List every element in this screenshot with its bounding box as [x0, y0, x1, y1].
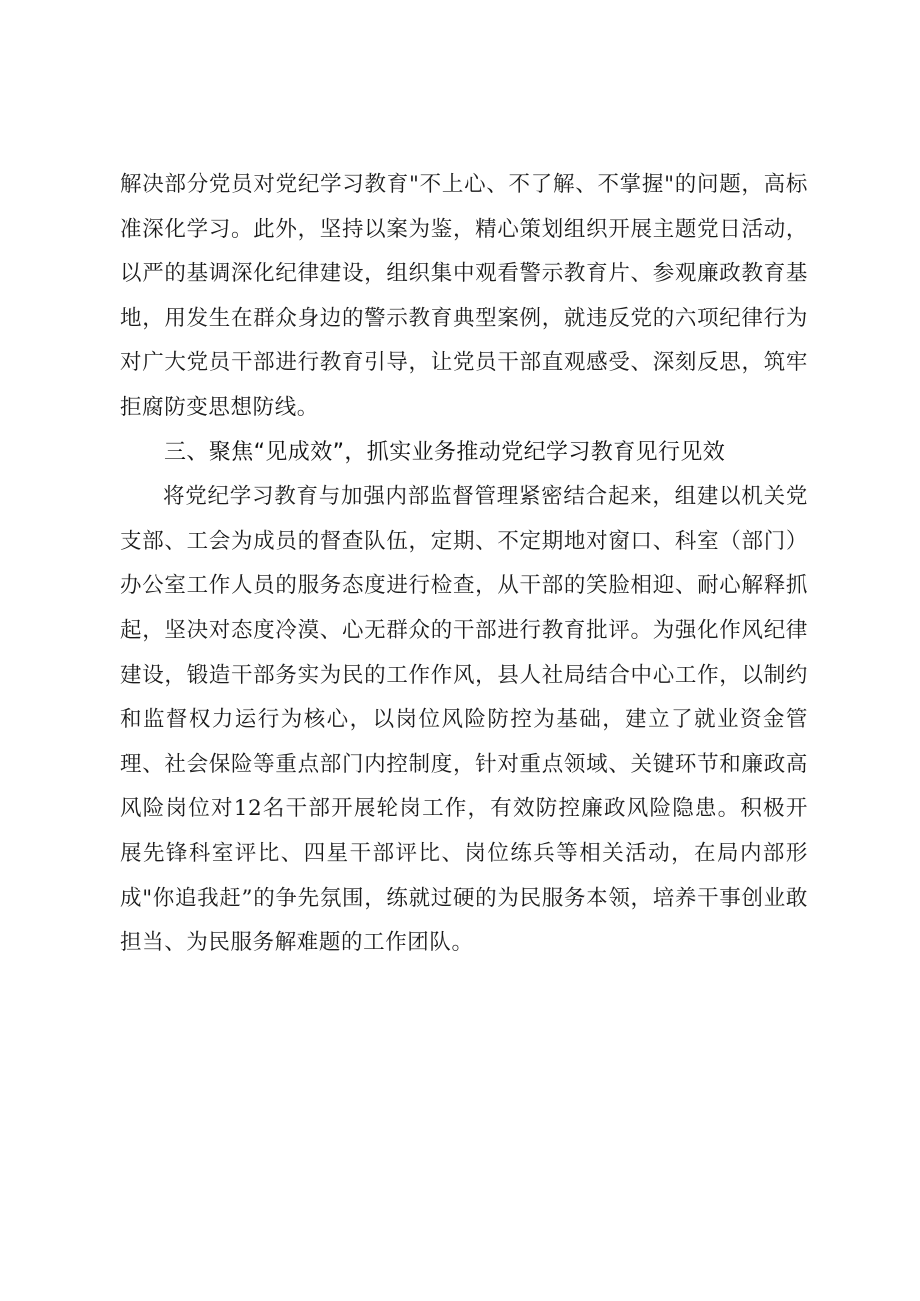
document-body	[120, 163, 808, 966]
body-paragraph: 将党纪学习教育与加强内部监督管理紧密结合起来，组建以机关党支部、工会为成员的督查队伍，定期、不定期地对窗口、科室（部门）办公室工作人员的服务态度进行检查，从干部的笑脸相迎、耐心解释抓起，坚决对态度冷漠、心无群众的干部进行教育批评。为强化作风纪律建设，锻造干部务实为民的工作作风，县人社局结合中心工作，以制约和监督权力运行为核心，以岗位风险防控为基础，建立了就业资金管理、社会保险等重点部门内控制度，针对重点领域、关键环节和廉政高风险岗位对12名干部开展轮岗工作，有效防控廉政风险隐患。积极开展先锋科室评比、四星干部评比、岗位练兵等相关活动，在局内部形成"你追我赶”的争先氛围，练就过硬的为民服务本领，培养干事创业敢担当、为民服务解难题的工作团队。	[120, 484, 808, 956]
section-heading-3: 三、聚焦“见成效”，抓实业务推动党纪学习教育见行见效	[164, 439, 726, 465]
body-paragraph-continuation: 解决部分党员对党纪学习教育"不上心、不了解、不掌握"的问题，高标准深化学习。此外，坚持以案为鉴，精心策划组织开展主题党日活动，以严的基调深化纪律建设，组织集中观看警示教育片、参观廉政教育基地，用发生在群众身边的警示教育典型案例，就违反党的六项纪律行为对广大党员干部进行教育引导，让党员干部直观感受、深刻反思，筑牢拒腐防变思想防线。	[120, 172, 808, 420]
